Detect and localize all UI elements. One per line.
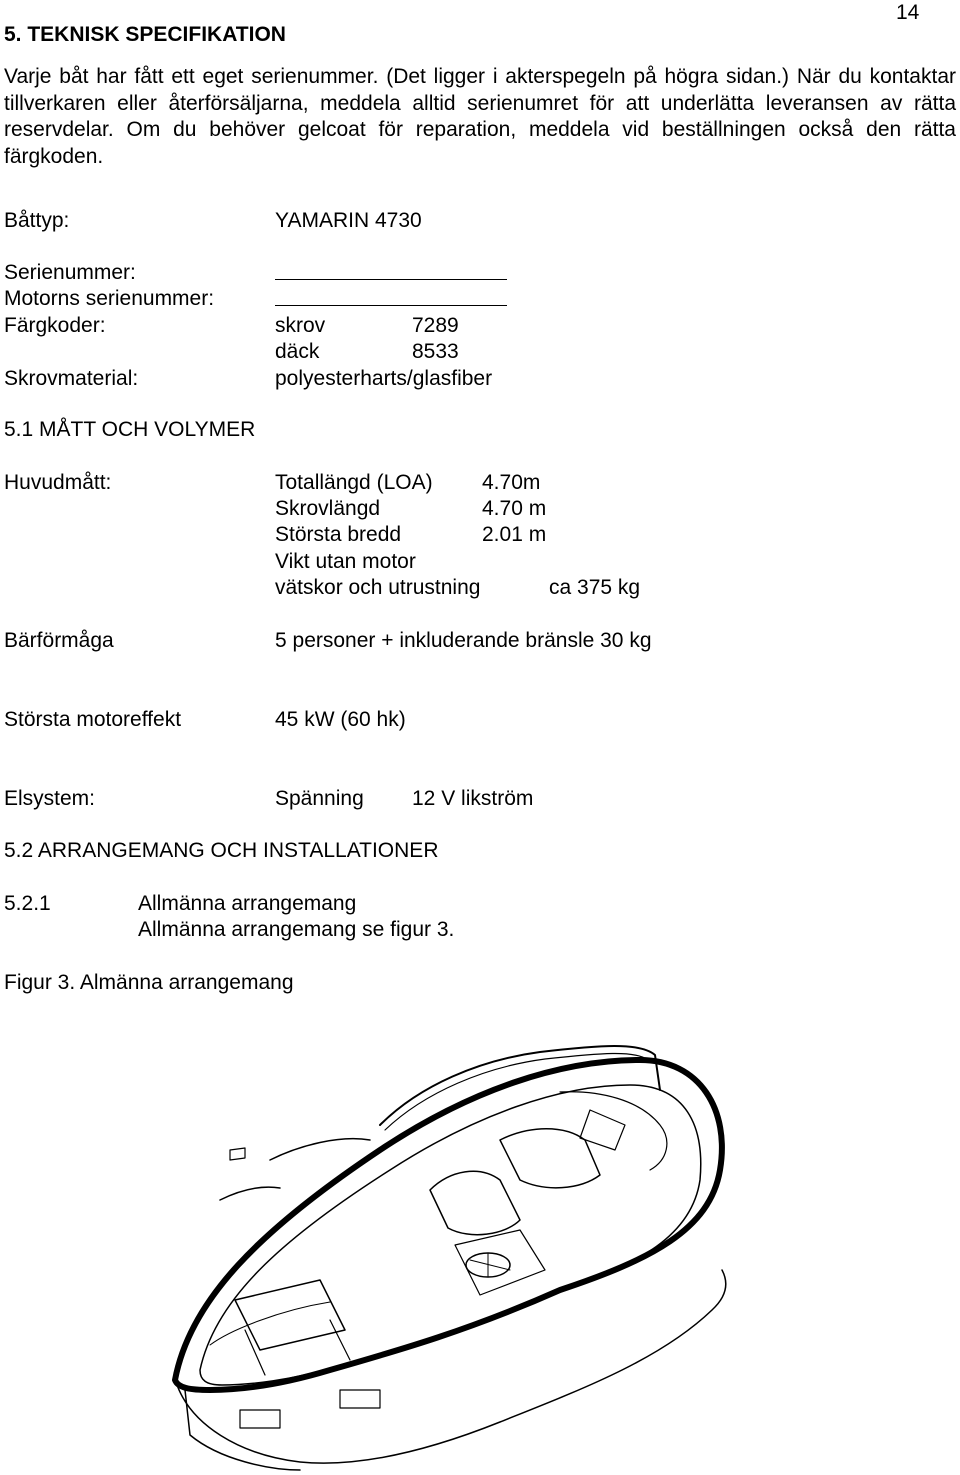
dimensions-heading: 5.1 MÅTT OCH VOLYMER: [4, 418, 256, 441]
boat-type-label: Båttyp:: [4, 209, 70, 232]
page-number: 14: [896, 1, 920, 24]
engine-serial-label: Motorns serienummer:: [4, 287, 215, 310]
voltage-value: 12 V likström: [412, 787, 534, 810]
weight-value: ca 375 kg: [549, 576, 641, 599]
rear-bench: [235, 1280, 345, 1350]
dimension-value: 2.01 m: [482, 523, 547, 546]
material-value: polyesterharts/glasfiber: [275, 367, 493, 390]
hull-outline: [175, 1060, 722, 1390]
dimension-label: Totallängd (LOA): [275, 471, 433, 494]
weight-label-line1: Vikt utan motor: [275, 550, 416, 573]
intro-paragraph: [4, 64, 956, 170]
color-part-hull: skrov: [275, 314, 326, 337]
seat-left: [430, 1171, 520, 1234]
color-code-hull: 7289: [412, 314, 459, 337]
color-part-deck: däck: [275, 340, 320, 363]
dimension-label: Skrovlängd: [275, 497, 381, 520]
arrangement-heading: 5.2 ARRANGEMANG OCH INSTALLATIONER: [4, 839, 439, 862]
power-value: 45 kW (60 hk): [275, 708, 406, 731]
weight-label-line2: vätskor och utrustning: [275, 576, 481, 599]
voltage-label: Spänning: [275, 787, 364, 810]
serial-blank-line: [275, 279, 507, 280]
capacity-label: Bärförmåga: [4, 629, 114, 652]
material-label: Skrovmaterial:: [4, 367, 139, 390]
boat-illustration: [0, 1030, 960, 1475]
dimension-value: 4.70m: [482, 471, 541, 494]
capacity-value: 5 personer + inkluderande bränsle 30 kg: [275, 629, 652, 652]
color-label: Färgkoder:: [4, 314, 106, 337]
engine-serial-blank-line: [275, 305, 507, 306]
dimension-value: 4.70 m: [482, 497, 547, 520]
section-title: 5. TEKNISK SPECIFIKATION: [4, 23, 286, 46]
serial-label: Serienummer:: [4, 261, 136, 284]
subsection-text: Allmänna arrangemang se figur 3.: [138, 918, 455, 941]
figure-caption: Figur 3. Almänna arrangemang: [4, 971, 294, 994]
power-label: Största motoreffekt: [4, 708, 182, 731]
boat-type-value: YAMARIN 4730: [275, 209, 422, 232]
intro-text: Varje båt har fått ett eget serienummer. (Det ligger i akterspegeln på högra sidan.) När du kontaktar tillverkaren eller återförsäljarna, meddela alltid serienumret för att underlätta leveransen av rätta reservdelar. Om du behöver gelcoat för reparation, meddela vid beställningen också den rätta färgkoden.: [4, 65, 956, 168]
main-dimensions-label: Huvudmått:: [4, 471, 112, 494]
subsection-title: Allmänna arrangemang: [138, 892, 357, 915]
dimension-label: Största bredd: [275, 523, 402, 546]
seat-right: [500, 1129, 600, 1188]
color-code-deck: 8533: [412, 340, 459, 363]
subsection-number: 5.2.1: [4, 892, 51, 915]
electric-label: Elsystem:: [4, 787, 96, 810]
